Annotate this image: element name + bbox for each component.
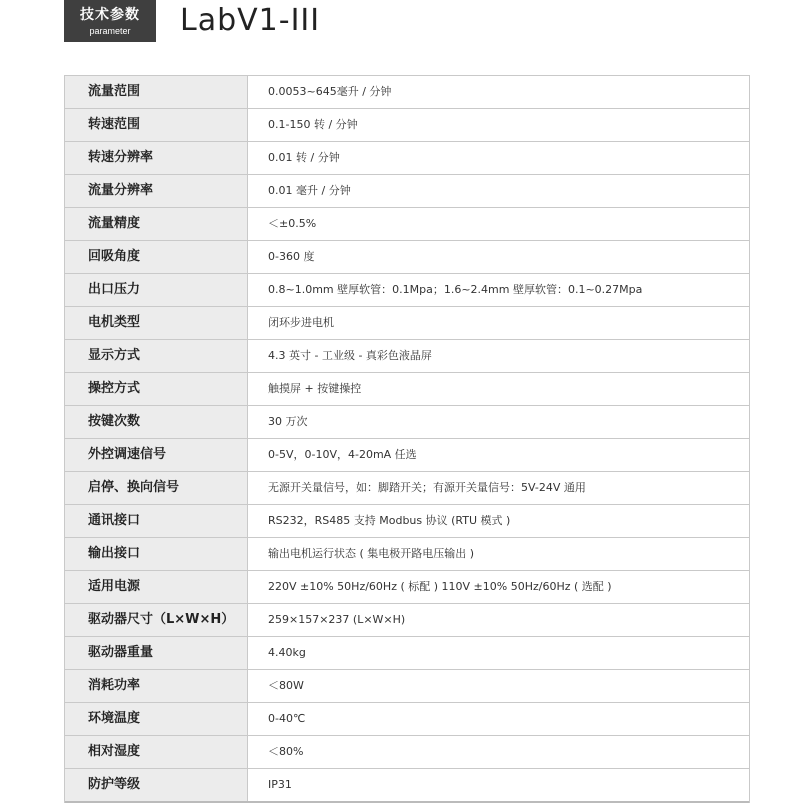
spec-label: 通讯接口	[65, 505, 248, 537]
spec-value: 0.1-150 转 / 分钟	[268, 118, 358, 131]
spec-row	[65, 505, 749, 538]
model-title: LabV1-III	[180, 3, 321, 38]
spec-label: 流量范围	[65, 76, 248, 108]
spec-value: 0-40℃	[268, 712, 306, 725]
spec-value: RS232，RS485 支持 Modbus 协议 (RTU 模式 )	[268, 514, 511, 527]
spec-row	[65, 241, 749, 274]
spec-row	[65, 274, 749, 307]
spec-value: 触摸屏 + 按键操控	[268, 382, 362, 395]
spec-label: 转速分辨率	[65, 142, 248, 174]
spec-value: 259×157×237 (L×W×H)	[268, 613, 406, 626]
spec-value: 30 万次	[268, 415, 308, 428]
spec-value: 220V ±10% 50Hz/60Hz ( 标配 ) 110V ±10% 50Hz/60Hz ( 选配 )	[268, 580, 612, 593]
spec-label: 按键次数	[65, 406, 248, 438]
spec-row	[65, 472, 749, 505]
spec-value: 4.40kg	[268, 646, 306, 659]
spec-row	[65, 703, 749, 736]
spec-row	[65, 538, 749, 571]
spec-row	[65, 406, 749, 439]
spec-label: 环境温度	[65, 703, 248, 735]
spec-label: 操控方式	[65, 373, 248, 405]
spec-row	[65, 571, 749, 604]
spec-row	[65, 307, 749, 340]
spec-label: 输出接口	[65, 538, 248, 570]
spec-label: 转速范围	[65, 109, 248, 141]
spec-value: ＜80W	[268, 679, 304, 692]
spec-value: IP31	[268, 778, 292, 791]
spec-value: 4.3 英寸 - 工业级 - 真彩色液晶屏	[268, 349, 432, 362]
spec-value: 无源开关量信号，如：脚踏开关；有源开关量信号：5V-24V 通用	[268, 481, 586, 494]
section-badge	[64, 0, 156, 42]
spec-value: 0-360 度	[268, 250, 315, 263]
spec-value: ＜±0.5%	[268, 217, 317, 230]
spec-label: 出口压力	[65, 274, 248, 306]
spec-value: 0.0053~645毫升 / 分钟	[268, 85, 392, 98]
badge-subtitle: parameter	[89, 26, 131, 36]
spec-value: 输出电机运行状态 ( 集电极开路电压输出 )	[268, 547, 475, 560]
spec-value: 0.01 转 / 分钟	[268, 151, 340, 164]
spec-row	[65, 175, 749, 208]
spec-label: 流量精度	[65, 208, 248, 240]
spec-label: 驱动器重量	[65, 637, 248, 669]
spec-row	[65, 208, 749, 241]
spec-label: 适用电源	[65, 571, 248, 603]
spec-row	[65, 439, 749, 472]
spec-row	[65, 142, 749, 175]
spec-value: 0.01 毫升 / 分钟	[268, 184, 351, 197]
spec-row	[65, 373, 749, 406]
spec-row	[65, 670, 749, 703]
spec-label: 显示方式	[65, 340, 248, 372]
spec-label: 外控调速信号	[65, 439, 248, 471]
spec-label: 相对湿度	[65, 736, 248, 768]
spec-row	[65, 340, 749, 373]
spec-table	[64, 75, 750, 803]
spec-row	[65, 76, 749, 109]
spec-label: 回吸角度	[65, 241, 248, 273]
spec-label: 流量分辨率	[65, 175, 248, 207]
spec-label: 驱动器尺寸（L×W×H）	[65, 604, 248, 636]
spec-row	[65, 637, 749, 670]
badge-title: 技术参数	[80, 7, 140, 23]
spec-row	[65, 109, 749, 142]
spec-label: 电机类型	[65, 307, 248, 339]
spec-value: ＜80%	[268, 745, 304, 758]
spec-row	[65, 769, 749, 803]
spec-value: 0-5V，0-10V，4-20mA 任选	[268, 448, 417, 461]
spec-row	[65, 736, 749, 769]
spec-label: 启停、换向信号	[65, 472, 248, 504]
spec-row	[65, 604, 749, 637]
spec-value: 闭环步进电机	[268, 316, 334, 329]
spec-value: 0.8~1.0mm 壁厚软管：0.1Mpa；1.6~2.4mm 壁厚软管：0.1~0.27Mpa	[268, 283, 643, 296]
spec-label: 防护等级	[65, 769, 248, 801]
spec-label: 消耗功率	[65, 670, 248, 702]
